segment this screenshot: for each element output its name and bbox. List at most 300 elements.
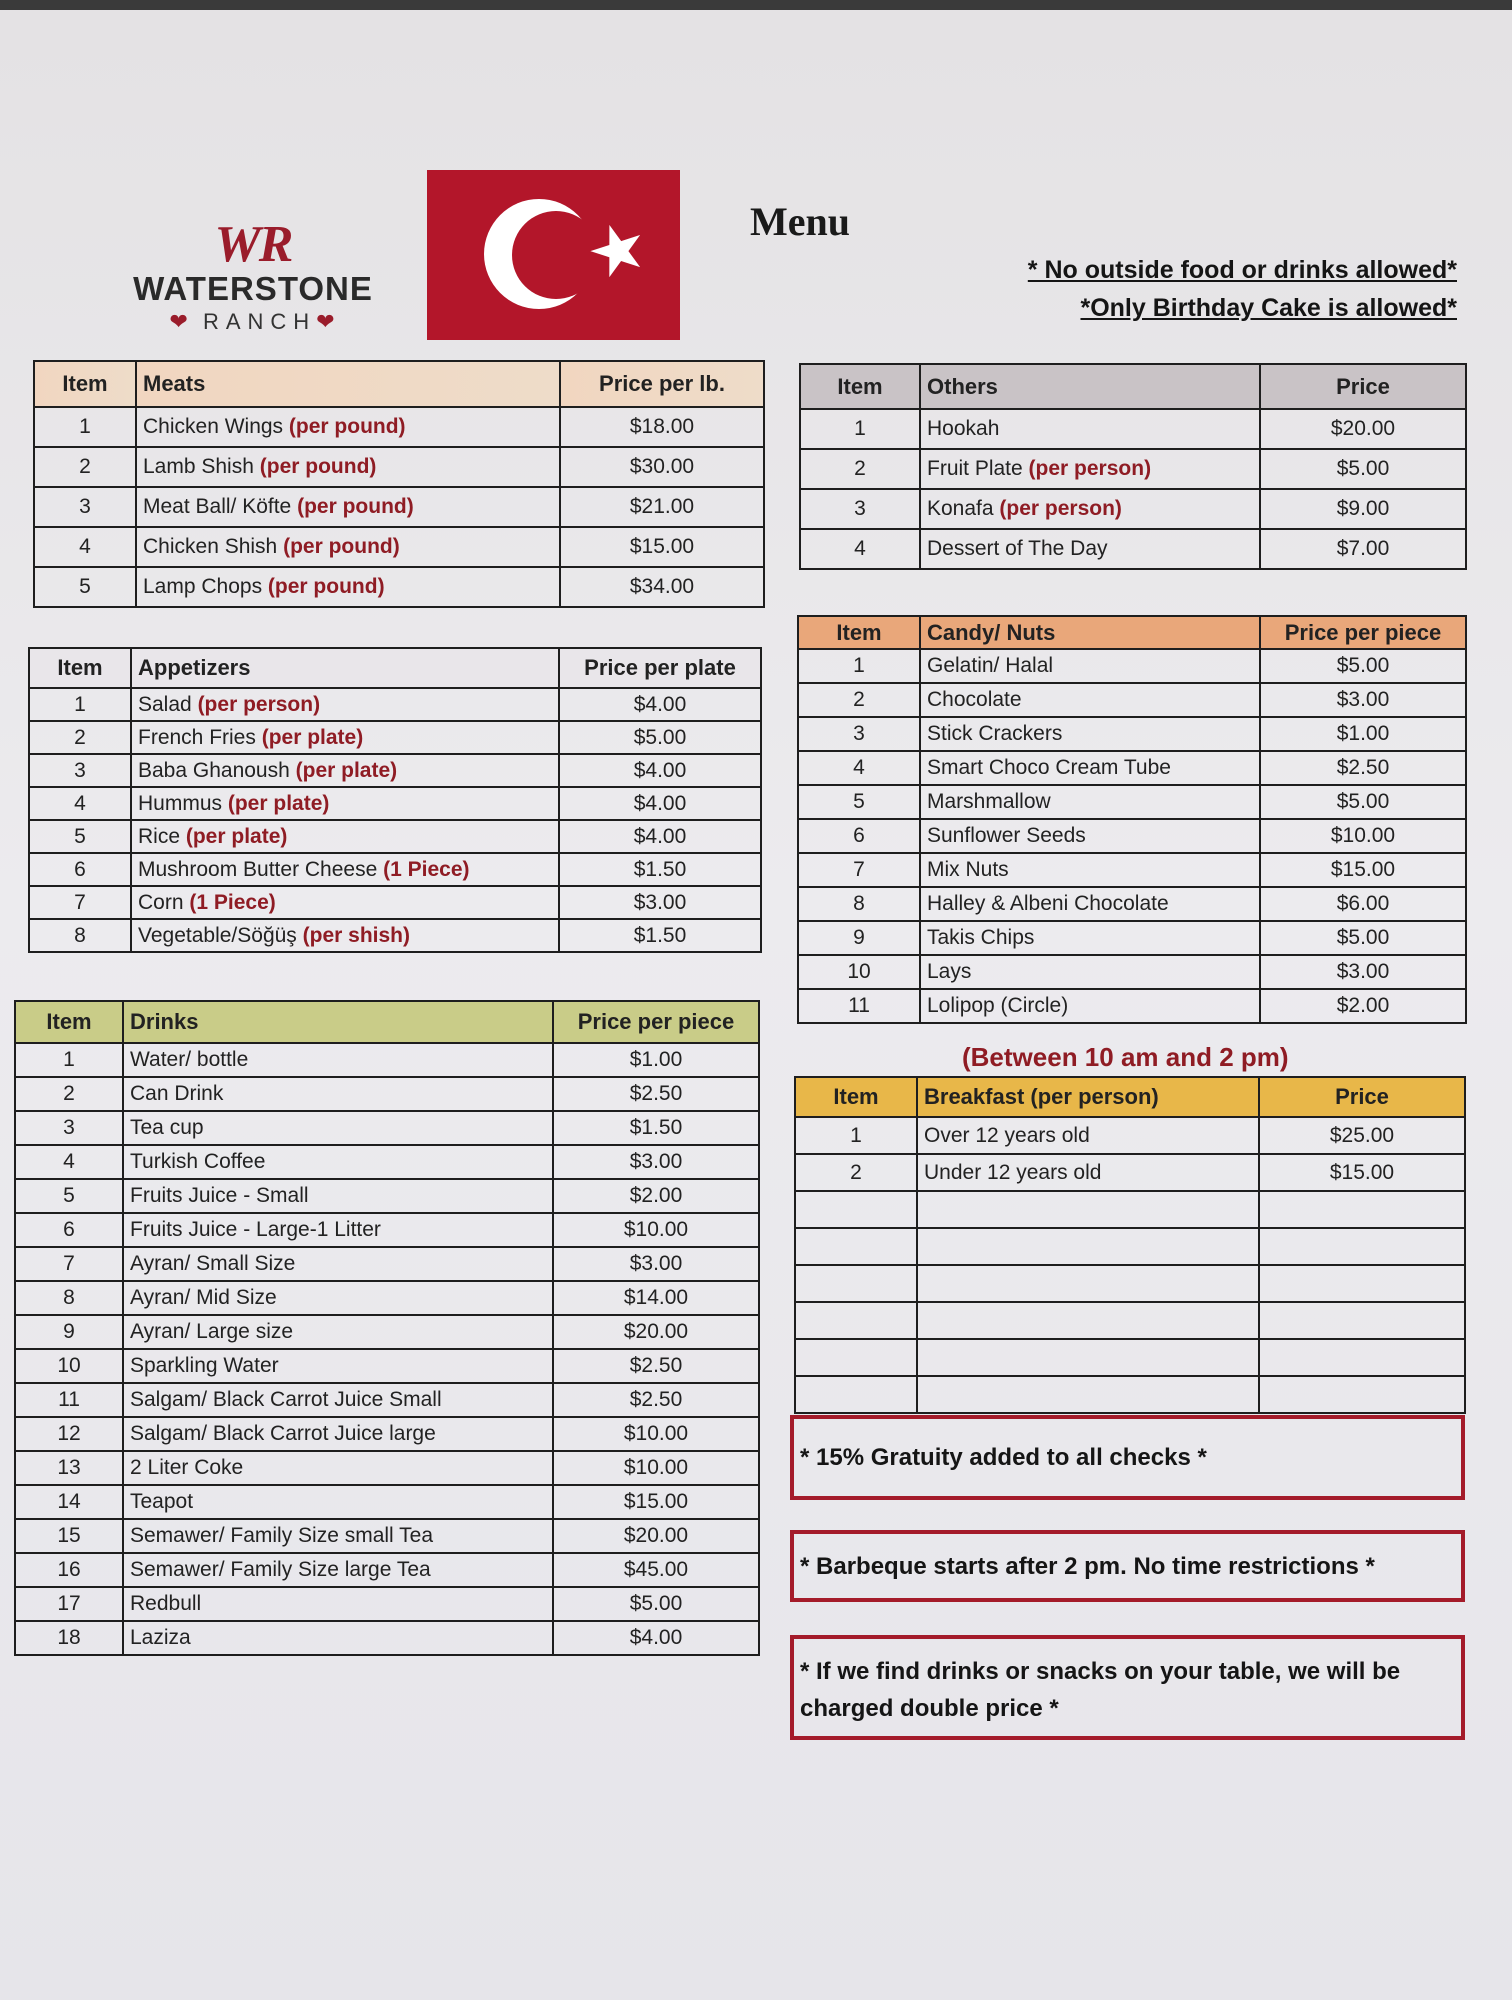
item-name: Ayran/ Large size [130, 1320, 294, 1343]
item-name: Semawer/ Family Size small Tea [130, 1524, 434, 1547]
item-name: Fruits Juice - Small [130, 1184, 309, 1207]
table-row [800, 409, 1466, 449]
table-row [34, 527, 764, 567]
item-number: 8 [798, 887, 920, 921]
item-price: $4.00 [559, 688, 761, 721]
table-row [798, 955, 1466, 989]
item-number: 9 [15, 1315, 123, 1349]
item-number [795, 1376, 917, 1413]
item-name-cell [123, 1111, 553, 1145]
item-price [1259, 1302, 1465, 1339]
item-number: 4 [29, 787, 131, 820]
item-name-cell [920, 955, 1260, 989]
item-price [1259, 1339, 1465, 1376]
item-name: Dessert of The Day [927, 537, 1108, 560]
item-name-cell [123, 1587, 553, 1621]
item-name-cell [920, 489, 1260, 529]
table-row [795, 1228, 1465, 1265]
table-row [798, 785, 1466, 819]
item-price: $25.00 [1259, 1117, 1465, 1154]
col-name: Meats [136, 361, 560, 407]
item-name-cell [920, 989, 1260, 1023]
table-row [29, 853, 761, 886]
table-row [15, 1621, 759, 1655]
table-row [29, 688, 761, 721]
item-price: $4.00 [559, 787, 761, 820]
col-price: Price per piece [1260, 616, 1466, 649]
table-row [795, 1265, 1465, 1302]
item-number: 2 [34, 447, 136, 487]
item-number: 7 [29, 886, 131, 919]
item-name-cell [917, 1191, 1259, 1228]
item-qualifier: (per person) [197, 692, 321, 716]
item-name: Salgam/ Black Carrot Juice large [130, 1422, 436, 1445]
item-name: Corn [138, 890, 184, 914]
item-price: $7.00 [1260, 529, 1466, 569]
item-name-cell [123, 1281, 553, 1315]
item-name: Water/ bottle [130, 1048, 249, 1071]
item-number: 4 [798, 751, 920, 785]
item-qualifier: (per plate) [227, 791, 330, 815]
table-row [15, 1043, 759, 1077]
item-qualifier: (per shish) [302, 923, 411, 947]
item-number: 1 [798, 649, 920, 683]
table-row [34, 487, 764, 527]
col-item: Item [34, 361, 136, 407]
col-name: Appetizers [131, 648, 559, 688]
col-price: Price [1260, 364, 1466, 409]
item-number: 3 [34, 487, 136, 527]
table-row [15, 1553, 759, 1587]
table-row [798, 887, 1466, 921]
item-name-cell [131, 688, 559, 721]
item-name: Salgam/ Black Carrot Juice Small [130, 1388, 442, 1411]
item-name: Rice [138, 824, 181, 848]
item-price: $5.00 [1260, 649, 1466, 683]
item-qualifier: (per plate) [185, 824, 288, 848]
item-number: 12 [15, 1417, 123, 1451]
table-row [800, 529, 1466, 569]
item-name-cell [123, 1349, 553, 1383]
table-row [15, 1417, 759, 1451]
item-number: 1 [15, 1043, 123, 1077]
item-number: 11 [15, 1383, 123, 1417]
item-number: 14 [15, 1485, 123, 1519]
item-price: $3.00 [553, 1145, 759, 1179]
item-price: $5.00 [1260, 921, 1466, 955]
item-name: Semawer/ Family Size large Tea [130, 1558, 431, 1581]
item-number: 11 [798, 989, 920, 1023]
item-number: 13 [15, 1451, 123, 1485]
item-name-cell [131, 721, 559, 754]
item-name-cell [123, 1553, 553, 1587]
item-number: 6 [15, 1213, 123, 1247]
col-item: Item [29, 648, 131, 688]
item-price [1259, 1265, 1465, 1302]
item-name: Lolipop (Circle) [927, 994, 1069, 1017]
item-number: 7 [15, 1247, 123, 1281]
item-name-cell [123, 1145, 553, 1179]
item-number: 6 [29, 853, 131, 886]
col-item: Item [15, 1001, 123, 1043]
item-price: $2.00 [1260, 989, 1466, 1023]
col-price: Price per lb. [560, 361, 764, 407]
item-name-cell [917, 1117, 1259, 1154]
item-number: 1 [795, 1117, 917, 1154]
item-price: $1.00 [553, 1043, 759, 1077]
col-price: Price per plate [559, 648, 761, 688]
item-name-cell [136, 407, 560, 447]
item-number: 1 [29, 688, 131, 721]
item-number: 2 [798, 683, 920, 717]
menu-sheet [0, 10, 1512, 2000]
item-price: $10.00 [1260, 819, 1466, 853]
item-price: $4.00 [559, 754, 761, 787]
item-number: 18 [15, 1621, 123, 1655]
item-qualifier: (per pound) [288, 415, 406, 438]
item-price: $30.00 [560, 447, 764, 487]
item-number [795, 1228, 917, 1265]
item-number: 7 [798, 853, 920, 887]
item-name: Can Drink [130, 1082, 224, 1105]
table-row [29, 886, 761, 919]
item-price: $15.00 [1259, 1154, 1465, 1191]
table-row [798, 989, 1466, 1023]
meats-table [33, 360, 765, 608]
item-number: 5 [15, 1179, 123, 1213]
col-name: Breakfast (per person) [917, 1077, 1259, 1117]
table-row [798, 853, 1466, 887]
table-row [34, 567, 764, 607]
item-qualifier: (per person) [1028, 457, 1152, 480]
table-row [15, 1587, 759, 1621]
table-row [15, 1111, 759, 1145]
item-price: $5.00 [1260, 785, 1466, 819]
item-price: $2.00 [553, 1179, 759, 1213]
item-number: 15 [15, 1519, 123, 1553]
item-qualifier: (per person) [999, 497, 1122, 520]
item-name: Ayran/ Small Size [130, 1252, 296, 1275]
item-name-cell [123, 1451, 553, 1485]
item-name-cell [136, 487, 560, 527]
table-row [795, 1302, 1465, 1339]
item-name-cell [920, 409, 1260, 449]
item-price: $5.00 [559, 721, 761, 754]
item-name: Sparkling Water [130, 1354, 279, 1377]
item-name-cell [131, 919, 559, 952]
item-name: Turkish Coffee [130, 1150, 266, 1173]
table-row [15, 1281, 759, 1315]
table-row [795, 1117, 1465, 1154]
item-number: 2 [29, 721, 131, 754]
item-price: $1.50 [559, 919, 761, 952]
item-name: Ayran/ Mid Size [130, 1286, 277, 1309]
item-number: 4 [34, 527, 136, 567]
item-qualifier: (per pound) [283, 535, 400, 558]
item-name: Fruits Juice - Large-1 Litter [130, 1218, 381, 1241]
barbeque-note: * Barbeque starts after 2 pm. No time restrictions * [790, 1530, 1465, 1602]
item-name-cell [920, 819, 1260, 853]
item-price: $1.00 [1260, 717, 1466, 751]
table-row [29, 919, 761, 952]
item-name-cell [920, 649, 1260, 683]
item-name-cell [917, 1376, 1259, 1413]
item-name-cell [123, 1077, 553, 1111]
table-row [798, 717, 1466, 751]
item-price: $2.50 [553, 1349, 759, 1383]
table-row [15, 1383, 759, 1417]
item-name-cell [917, 1228, 1259, 1265]
table-row [29, 820, 761, 853]
item-name-cell [123, 1043, 553, 1077]
item-name: Salad [138, 692, 192, 716]
item-price: $3.00 [1260, 955, 1466, 989]
item-name-cell [920, 785, 1260, 819]
item-name: Meat Ball/ Köfte [143, 495, 292, 518]
table-row [29, 754, 761, 787]
item-name-cell [920, 751, 1260, 785]
item-price: $6.00 [1260, 887, 1466, 921]
item-number: 2 [800, 449, 920, 489]
item-name-cell [136, 447, 560, 487]
table-row [29, 787, 761, 820]
item-name: Takis Chips [927, 926, 1035, 949]
item-name-cell [123, 1383, 553, 1417]
item-qualifier: (1 Piece) [383, 857, 470, 881]
item-name: Mix Nuts [927, 858, 1009, 881]
item-name-cell [123, 1519, 553, 1553]
col-name: Drinks [123, 1001, 553, 1043]
item-price: $3.00 [1260, 683, 1466, 717]
table-row [15, 1145, 759, 1179]
notice-no-outside-food: * No outside food or drinks allowed* [1027, 256, 1457, 284]
item-name-cell [920, 717, 1260, 751]
item-number [795, 1339, 917, 1376]
table-row [798, 683, 1466, 717]
item-name: Laziza [130, 1626, 191, 1649]
item-name-cell [136, 567, 560, 607]
table-row [15, 1077, 759, 1111]
item-number: 4 [15, 1145, 123, 1179]
table-row [34, 407, 764, 447]
item-price: $5.00 [553, 1587, 759, 1621]
item-name: Redbull [130, 1592, 202, 1615]
table-row [15, 1213, 759, 1247]
item-price: $14.00 [553, 1281, 759, 1315]
item-qualifier: (per pound) [259, 455, 377, 478]
item-price: $10.00 [553, 1417, 759, 1451]
item-name-cell [123, 1179, 553, 1213]
item-price: $3.00 [553, 1247, 759, 1281]
item-name-cell [920, 921, 1260, 955]
logo-sub: ❤ RANCH❤ [169, 309, 337, 334]
table-row [795, 1376, 1465, 1413]
item-name-cell [123, 1247, 553, 1281]
item-name: Mushroom Butter Cheese [138, 857, 378, 881]
table-row [795, 1154, 1465, 1191]
item-number: 1 [800, 409, 920, 449]
item-name: Chocolate [927, 688, 1022, 711]
table-row [29, 721, 761, 754]
item-qualifier: (per plate) [261, 725, 364, 749]
item-name: Sunflower Seeds [927, 824, 1086, 847]
col-price: Price [1259, 1077, 1465, 1117]
item-price: $15.00 [553, 1485, 759, 1519]
item-name-cell [917, 1339, 1259, 1376]
item-name: Gelatin/ Halal [927, 654, 1054, 677]
item-number: 3 [800, 489, 920, 529]
item-number: 2 [795, 1154, 917, 1191]
table-row [15, 1485, 759, 1519]
item-qualifier: (per pound) [267, 575, 385, 598]
item-number: 16 [15, 1553, 123, 1587]
item-price: $2.50 [553, 1383, 759, 1417]
item-number: 5 [29, 820, 131, 853]
candy-nuts-table [797, 615, 1467, 1024]
item-name-cell [136, 527, 560, 567]
col-name: Others [920, 364, 1260, 409]
table-row [15, 1179, 759, 1213]
item-price: $21.00 [560, 487, 764, 527]
item-number: 3 [15, 1111, 123, 1145]
item-number: 1 [34, 407, 136, 447]
col-name: Candy/ Nuts [920, 616, 1260, 649]
table-row [15, 1315, 759, 1349]
table-row [798, 819, 1466, 853]
item-name-cell [131, 886, 559, 919]
table-row [800, 449, 1466, 489]
waterstone-logo [108, 216, 398, 336]
table-row [15, 1247, 759, 1281]
col-item: Item [800, 364, 920, 409]
item-qualifier: (per pound) [297, 495, 414, 518]
item-price: $15.00 [560, 527, 764, 567]
double-price-note: * If we find drinks or snacks on your table, we will be charged double price * [790, 1635, 1465, 1740]
item-name-cell [123, 1621, 553, 1655]
item-price: $15.00 [1260, 853, 1466, 887]
item-name-cell [131, 853, 559, 886]
item-price [1259, 1191, 1465, 1228]
item-name-cell [131, 787, 559, 820]
turkish-flag-icon: ★ [427, 170, 680, 340]
breakfast-table [794, 1076, 1466, 1414]
others-table [799, 363, 1467, 570]
item-price: $4.00 [553, 1621, 759, 1655]
item-price: $20.00 [553, 1519, 759, 1553]
table-row [800, 489, 1466, 529]
item-name: Smart Choco Cream Tube [927, 756, 1171, 779]
item-name-cell [920, 853, 1260, 887]
item-number: 10 [798, 955, 920, 989]
item-number: 8 [15, 1281, 123, 1315]
item-number: 3 [29, 754, 131, 787]
item-name-cell [920, 887, 1260, 921]
item-name: Stick Crackers [927, 722, 1063, 745]
item-name: Tea cup [130, 1116, 204, 1139]
item-price: $1.50 [553, 1111, 759, 1145]
table-row [15, 1519, 759, 1553]
page-title: Menu [750, 199, 850, 244]
item-price: $1.50 [559, 853, 761, 886]
item-name-cell [917, 1154, 1259, 1191]
col-item: Item [795, 1077, 917, 1117]
logo-mark: WR [214, 216, 292, 273]
item-price: $20.00 [1260, 409, 1466, 449]
item-number: 10 [15, 1349, 123, 1383]
item-name: Chicken Shish [143, 535, 278, 558]
item-number: 6 [798, 819, 920, 853]
item-qualifier: (per plate) [295, 758, 398, 782]
item-name-cell [131, 820, 559, 853]
item-name-cell [920, 529, 1260, 569]
item-price: $9.00 [1260, 489, 1466, 529]
item-price: $10.00 [553, 1451, 759, 1485]
table-row [795, 1191, 1465, 1228]
item-name: Lays [927, 960, 972, 983]
item-qualifier: (1 Piece) [189, 890, 276, 914]
item-name: Hookah [927, 417, 1000, 440]
table-row [798, 649, 1466, 683]
breakfast-hours: (Between 10 am and 2 pm) [962, 1042, 1289, 1072]
item-name: Over 12 years old [924, 1123, 1090, 1147]
item-price: $20.00 [553, 1315, 759, 1349]
item-price [1259, 1376, 1465, 1413]
item-price: $10.00 [553, 1213, 759, 1247]
item-name: Chicken Wings [143, 415, 284, 438]
table-row [798, 921, 1466, 955]
item-name: Fruit Plate [927, 457, 1023, 480]
item-name: Lamp Chops [143, 575, 263, 598]
item-name: Halley & Albeni Chocolate [927, 892, 1169, 915]
item-number: 17 [15, 1587, 123, 1621]
item-name-cell [917, 1302, 1259, 1339]
logo-name: WATERSTONE [133, 270, 373, 307]
item-number [795, 1302, 917, 1339]
item-name: Lamb Shish [143, 455, 254, 478]
item-name-cell [123, 1315, 553, 1349]
table-row [798, 751, 1466, 785]
item-name: Baba Ghanoush [138, 758, 290, 782]
item-price: $34.00 [560, 567, 764, 607]
item-price: $5.00 [1260, 449, 1466, 489]
item-name: Marshmallow [927, 790, 1051, 813]
item-name-cell [131, 754, 559, 787]
item-number: 4 [800, 529, 920, 569]
item-number: 3 [798, 717, 920, 751]
item-name-cell [917, 1265, 1259, 1302]
notice-birthday-cake: *Only Birthday Cake is allowed* [1080, 294, 1457, 322]
item-number [795, 1191, 917, 1228]
table-row [15, 1451, 759, 1485]
item-name: Hummus [138, 791, 223, 815]
item-number: 5 [34, 567, 136, 607]
item-number: 5 [798, 785, 920, 819]
item-name: Vegetable/Söğüş [138, 923, 297, 947]
item-price [1259, 1228, 1465, 1265]
item-price: $18.00 [560, 407, 764, 447]
item-name-cell [123, 1213, 553, 1247]
appetizers-table [28, 647, 762, 953]
item-number: 2 [15, 1077, 123, 1111]
item-price: $3.00 [559, 886, 761, 919]
item-number: 8 [29, 919, 131, 952]
drinks-table [14, 1000, 760, 1656]
item-name: French Fries [138, 725, 256, 749]
item-number [795, 1265, 917, 1302]
col-item: Item [798, 616, 920, 649]
item-name-cell [920, 683, 1260, 717]
item-name-cell [920, 449, 1260, 489]
